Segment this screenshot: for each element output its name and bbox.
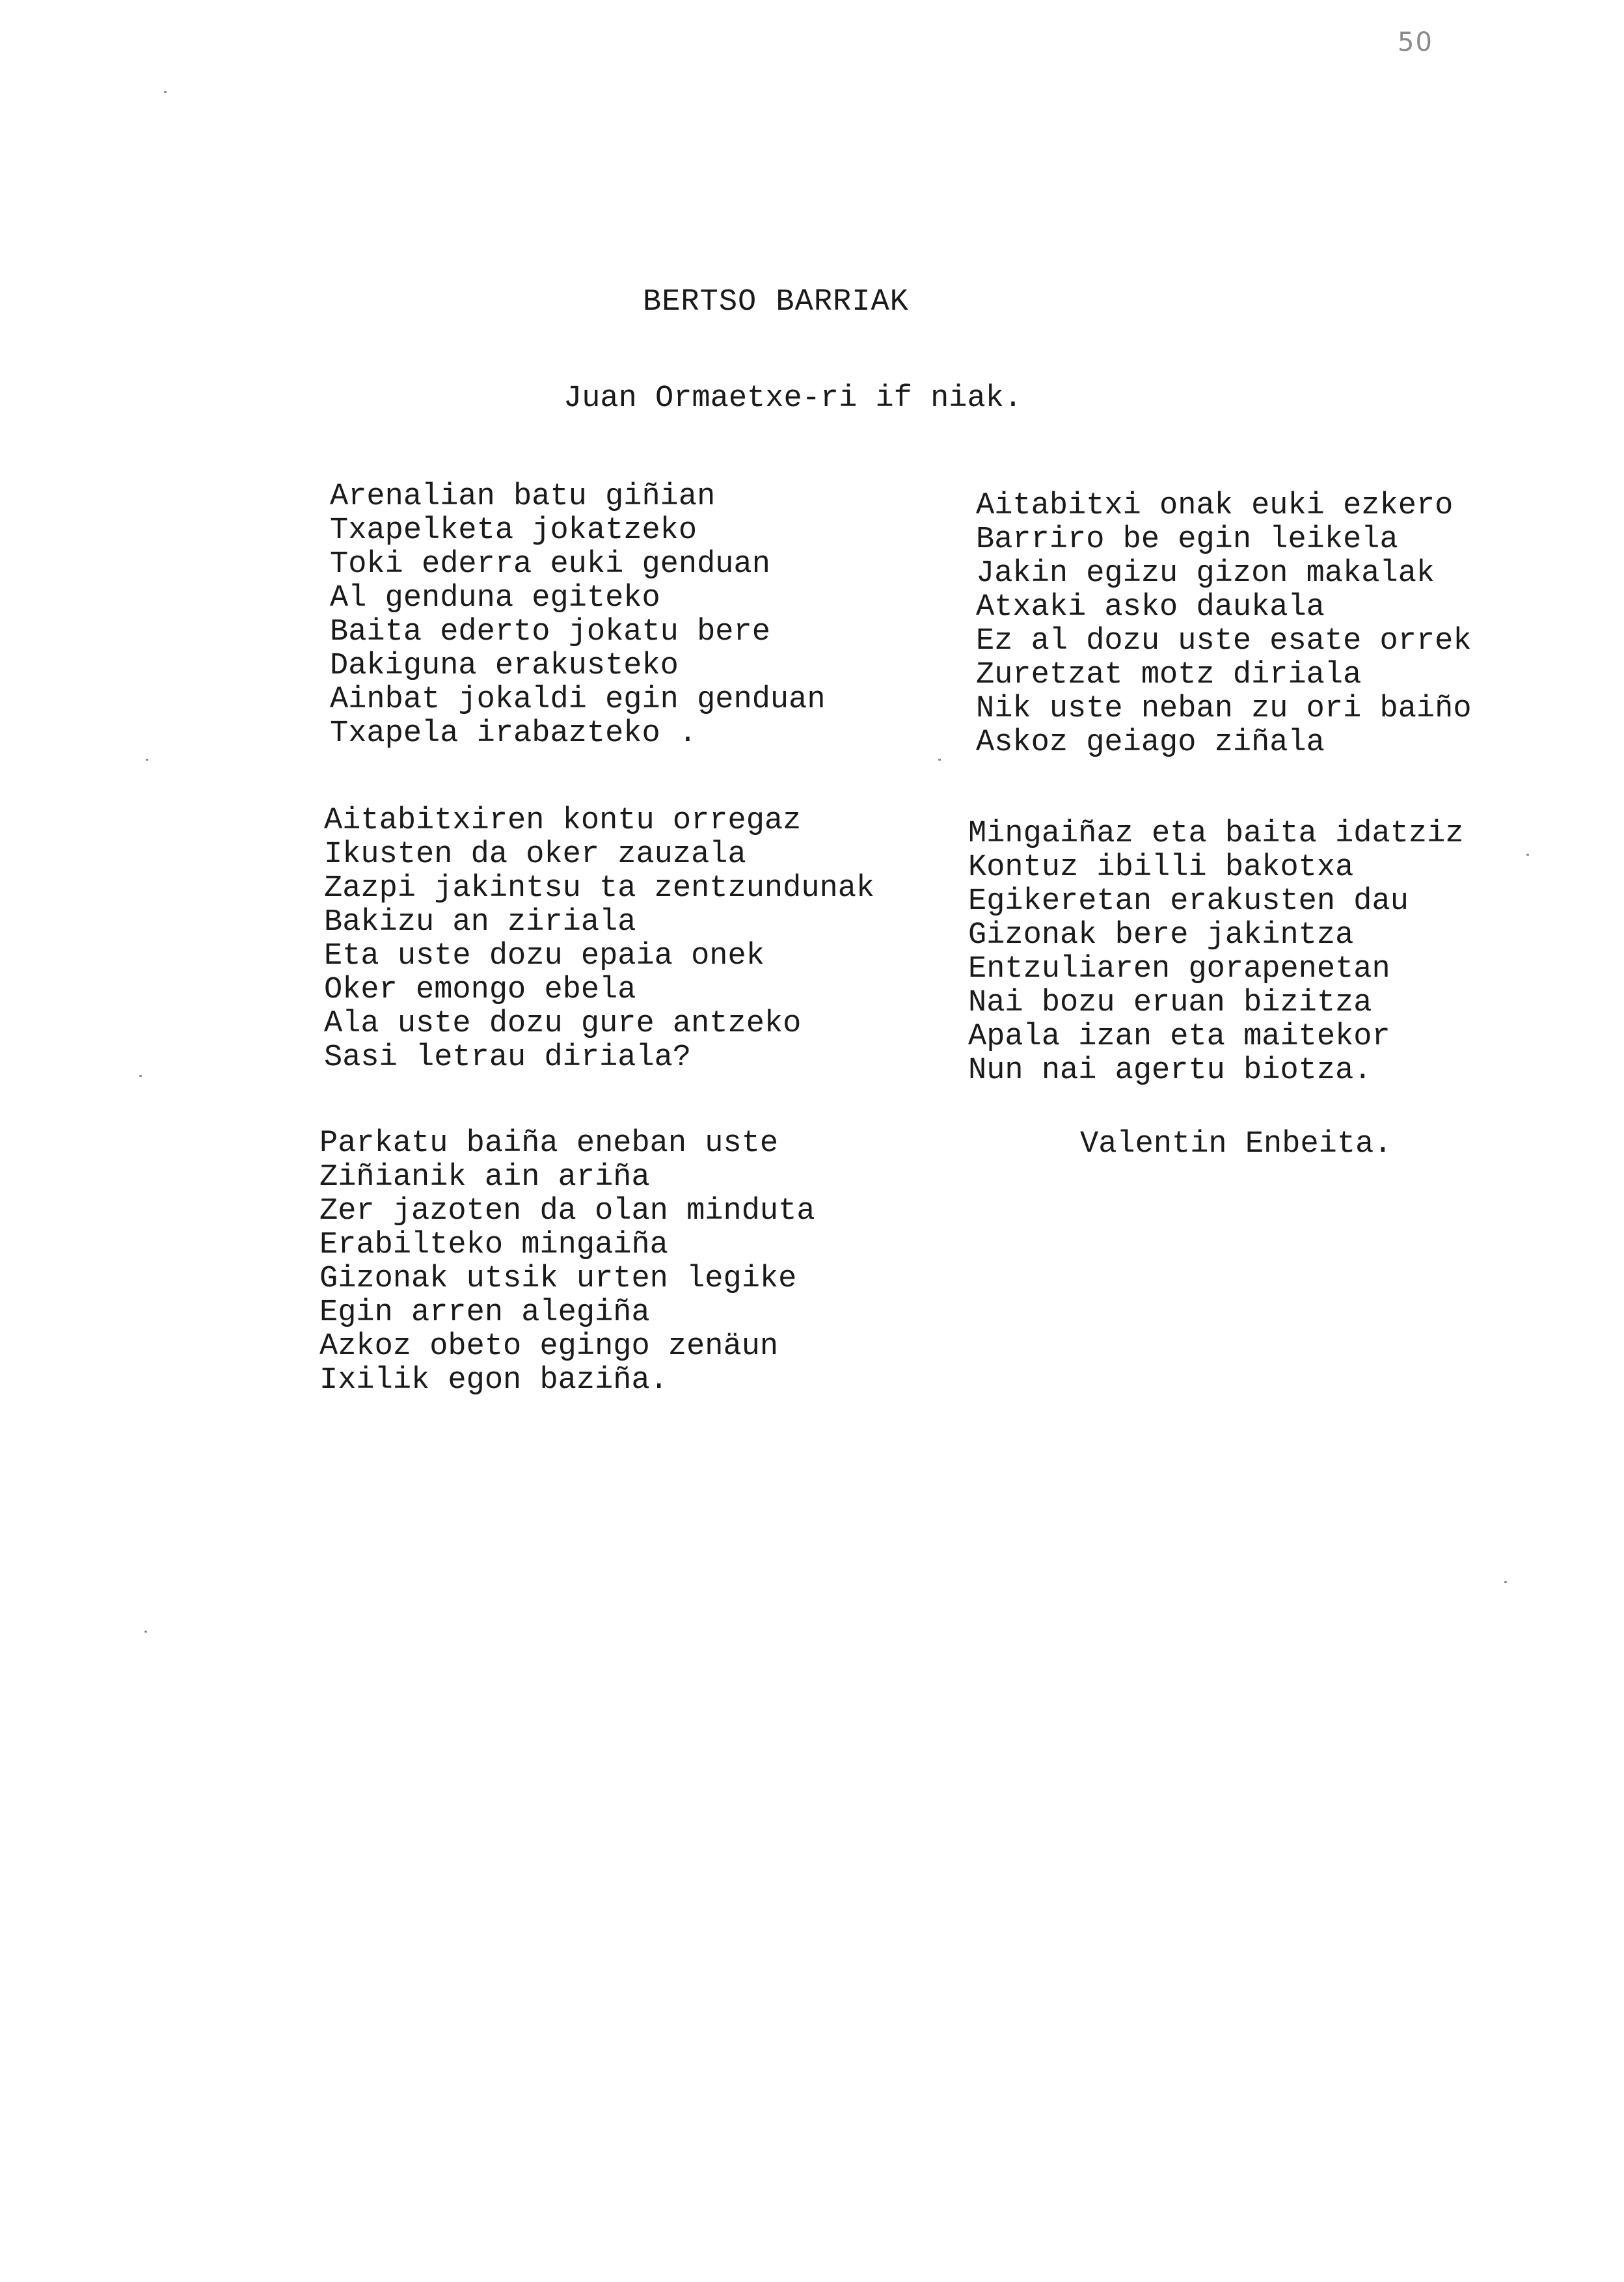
verse-line: Txapelketa jokatzeko	[330, 513, 697, 548]
verse-line: Bakizu an ziriala	[324, 905, 636, 940]
verse-line: Sasi letrau diriala?	[324, 1040, 692, 1075]
scan-speck	[139, 1075, 142, 1077]
verse-line: Ez al dozu uste esate orrek	[976, 624, 1472, 659]
verse-line: Dakiguna erakusteko	[330, 649, 679, 683]
poem-title: BERTSO BARRIAK	[643, 285, 909, 319]
verse-line: Al genduna egiteko	[330, 581, 660, 616]
verse-line: Oker emongo ebela	[324, 973, 636, 1007]
stanza-2	[324, 804, 874, 1075]
verse-line: Egin arren alegiña	[319, 1296, 650, 1330]
verse-line: Askoz geiago ziñala	[976, 726, 1325, 760]
verse-line: Gizonak utsik urten legike	[319, 1262, 797, 1296]
scan-speck	[144, 1631, 147, 1633]
verse-line: Nik uste neban zu ori baiño	[976, 692, 1472, 726]
verse-line: Entzuliaren gorapenetan	[968, 952, 1390, 986]
author-signature: Valentin Enbeita.	[1080, 1127, 1392, 1161]
verse-line: Baita ederto jokatu bere	[330, 615, 770, 649]
scan-speck	[164, 91, 167, 93]
verse-line: Barriro be egin leikela	[976, 523, 1398, 557]
verse-line: Nai bozu eruan bizitza	[968, 986, 1372, 1020]
verse-line: Gizonak bere jakintza	[968, 918, 1354, 953]
verse-line: Aitabitxiren kontu orregaz	[324, 804, 802, 838]
verse-line: Zazpi jakintsu ta zentzundunak	[324, 871, 875, 906]
scan-speck	[1504, 1581, 1507, 1583]
stanza-4	[976, 489, 1472, 760]
verse-line: Ala uste dozu gure antzeko	[324, 1007, 802, 1041]
stanza-5	[968, 817, 1464, 1088]
verse-line: Kontuz ibilli bakotxa	[968, 850, 1354, 885]
verse-line: Nun nai agertu biotza.	[968, 1053, 1372, 1088]
verse-line: Ziñianik ain ariña	[319, 1160, 650, 1195]
verse-line: Apala izan eta maitekor	[968, 1020, 1390, 1054]
verse-line: Egikeretan erakusten dau	[968, 884, 1409, 919]
verse-line: Ainbat jokaldi egin genduan	[330, 683, 826, 717]
verse-line: Zuretzat motz diriala	[976, 658, 1362, 692]
verse-line: Arenalian batu giñian	[330, 480, 716, 514]
verse-line: Txapela irabazteko .	[330, 716, 697, 751]
poem-dedication: Juan Ormaetxe-ri if niak.	[563, 381, 1023, 416]
verse-line: Ikusten da oker zauzala	[324, 837, 746, 872]
scan-speck	[146, 759, 148, 761]
verse-line: Parkatu baiña eneban uste	[319, 1126, 779, 1161]
scan-speck	[1526, 854, 1529, 856]
verse-line: Ixilik egon baziña.	[319, 1363, 668, 1398]
verse-line: Toki ederra euki genduan	[330, 547, 770, 582]
verse-line: Erabilteko mingaiña	[319, 1228, 668, 1262]
verse-line: Mingaiñaz eta baita idatziz	[968, 817, 1464, 851]
stanza-3	[319, 1127, 815, 1398]
scan-speck	[938, 759, 941, 761]
verse-line: Eta uste dozu epaia onek	[324, 939, 765, 973]
page-number: 50	[1398, 27, 1433, 57]
verse-line: Jakin egizu gizon makalak	[976, 556, 1435, 591]
verse-line: Azkoz obeto egingo zenäun	[319, 1329, 779, 1364]
verse-line: Zer jazoten da olan minduta	[319, 1194, 815, 1229]
stanza-1	[330, 480, 826, 751]
verse-line: Aitabitxi onak euki ezkero	[976, 489, 1454, 523]
verse-line: Atxaki asko daukala	[976, 590, 1325, 625]
